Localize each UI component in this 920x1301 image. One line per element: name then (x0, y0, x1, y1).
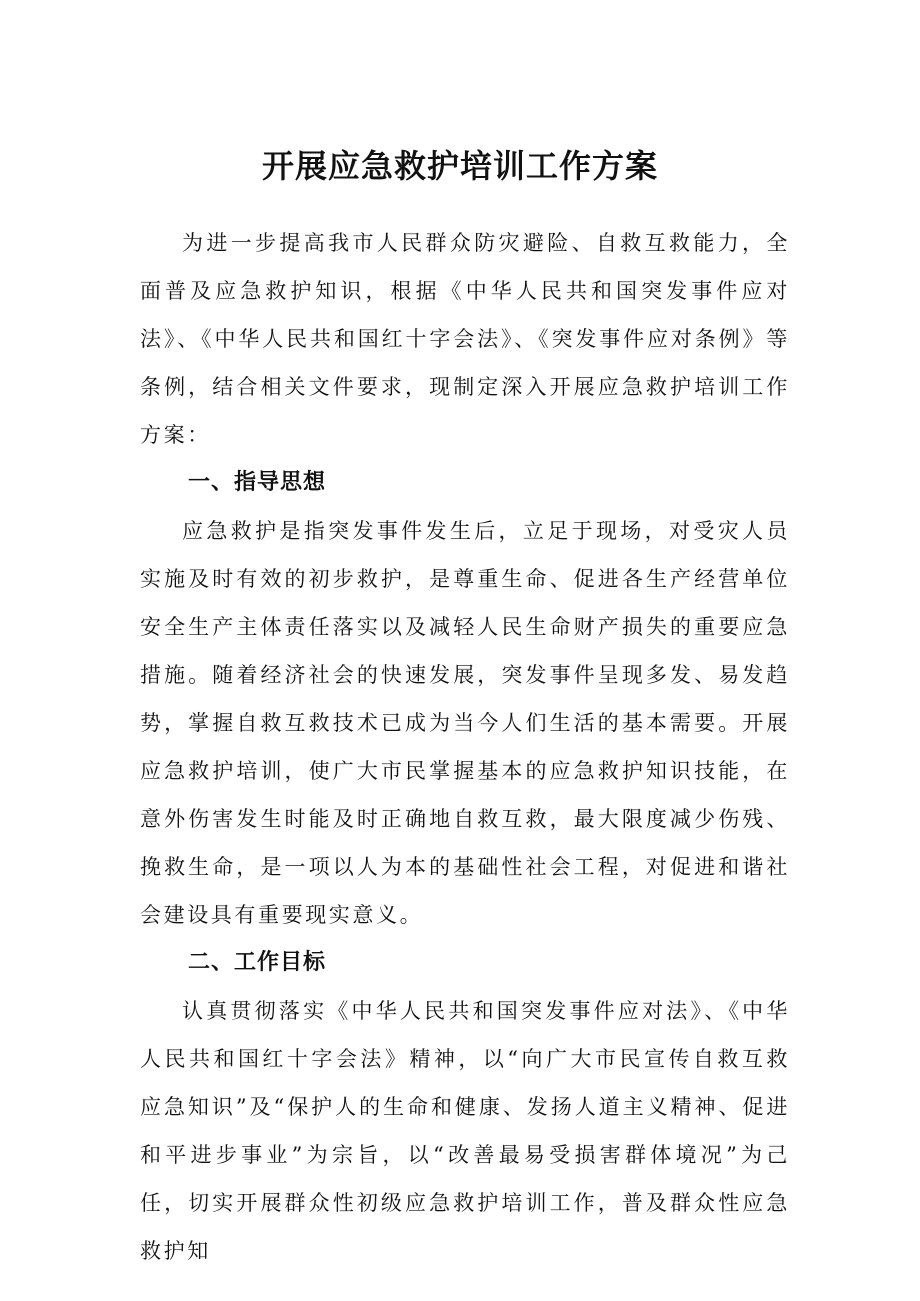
document-body (140, 219, 790, 1275)
section-heading-guiding-ideology: 一、指导思想 (188, 470, 327, 495)
section-paragraph-guiding-ideology: 应急救护是指突发事件发生后，立足于现场，对受灾人员实施及时有效的初步救护，是尊重生命、促进各生产经营单位安全生产主体责任落实以及减轻人民生命财产损失的重要应急措施。随着经济社会的快速发展，突发事件呈现多发、易发趋势，掌握自救互救技术已成为当今人们生活的基本需要。开展应急救护培训，使广大市民掌握基本的应急救护知识技能，在意外伤害发生时能及时正确地自救互救，最大限度减少伤残、挽救生命，是一项以人为本的基础性社会工程，对促进和谐社会建设具有重要现实意义。 (140, 519, 790, 927)
document-title: 开展应急救护培训工作方案 (261, 147, 658, 185)
intro-paragraph: 为进一步提高我市人民群众防灾避险、自救互救能力，全面普及应急救护知识，根据《中华人民共和国突发事件应对法》、《中华人民共和国红十字会法》、《突发事件应对条例》等条例，结合相关文件要求，现制定深入开展应急救护培训工作方案： (140, 231, 790, 447)
section-heading-work-goals: 二、工作目标 (188, 950, 327, 975)
section-paragraph-work-goals: 认真贯彻落实《中华人民共和国突发事件应对法》、《中华人民共和国红十字会法》精神，以“向广大市民宣传自救互救应急知识”及“保护人的生命和健康、发扬人道主义精神、促进和平进步事业”为宗旨，以“改善最易受损害群体境况”为己任，切实开展群众性初级应急救护培训工作，普及群众性应急救护知 (140, 999, 790, 1263)
